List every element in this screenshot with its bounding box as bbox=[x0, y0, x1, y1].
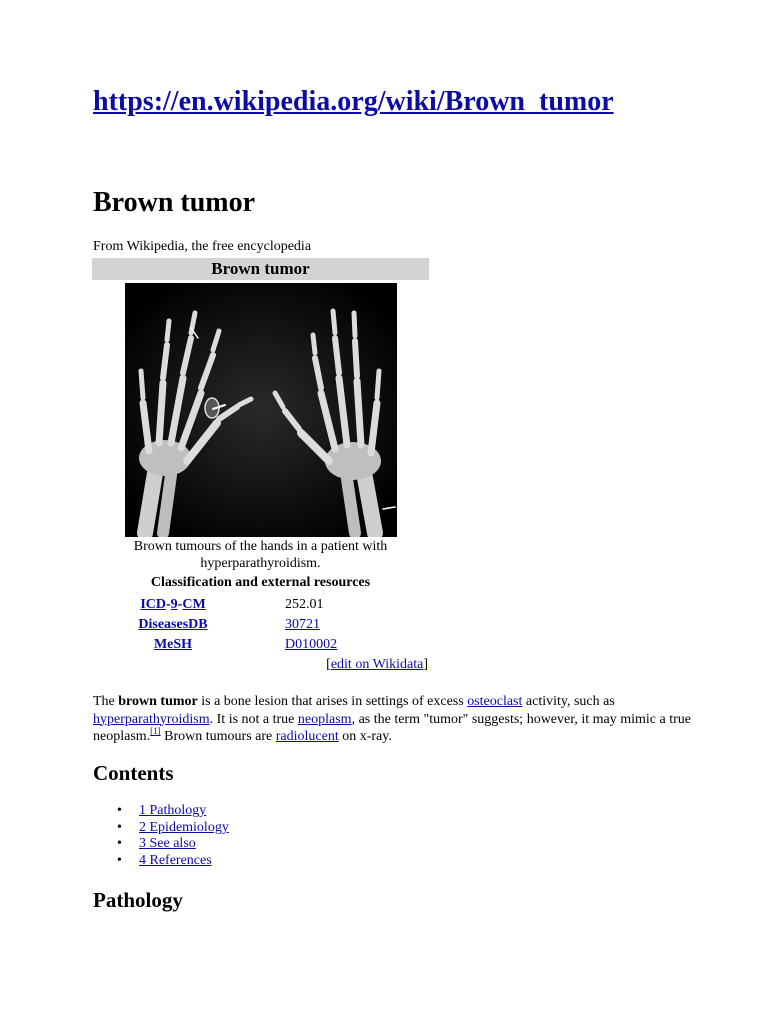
pathology-heading: Pathology bbox=[93, 888, 183, 912]
caption-line: hyperparathyroidism. bbox=[200, 556, 321, 571]
intro-text: is a bone lesion that arises in settings of excess bbox=[197, 694, 468, 709]
icd-label bbox=[92, 597, 254, 613]
toc-item bbox=[93, 853, 229, 870]
hyperparathyroidism-link[interactable]: hyperparathyroidism bbox=[93, 711, 210, 727]
intro-text: . It is not a true bbox=[209, 711, 298, 727]
icd-link[interactable]: ICD bbox=[140, 597, 166, 612]
reference-1-link[interactable]: [1] bbox=[150, 726, 161, 736]
bullet-icon: • bbox=[117, 803, 122, 818]
infobox-row-mesh bbox=[92, 637, 429, 657]
diseasesdb-value bbox=[285, 617, 320, 633]
url-heading[interactable] bbox=[93, 86, 614, 118]
intro-bold-term: brown tumor bbox=[118, 694, 198, 709]
toc-link-references[interactable]: 4 References bbox=[139, 852, 212, 868]
toc-item bbox=[93, 803, 229, 820]
infobox-caption bbox=[92, 538, 429, 572]
mesh-label bbox=[92, 637, 254, 653]
toc-item bbox=[93, 836, 229, 853]
intro-text: activity, such as bbox=[522, 694, 615, 709]
infobox-row-diseasesdb bbox=[92, 617, 429, 637]
diseasesdb-value-link[interactable]: 30721 bbox=[285, 617, 320, 632]
bullet-icon: • bbox=[117, 836, 122, 851]
edit-on-wikidata-link[interactable]: edit on Wikidata bbox=[330, 657, 424, 672]
toc-link-see-also[interactable]: 3 See also bbox=[139, 836, 196, 851]
diseasesdb-label bbox=[92, 617, 254, 633]
xray-hands-illustration bbox=[125, 283, 397, 537]
mesh-value bbox=[285, 637, 337, 653]
intro-text: The bbox=[93, 694, 119, 709]
bullet-icon: • bbox=[117, 819, 122, 835]
radiolucent-link[interactable]: radiolucent bbox=[275, 729, 339, 744]
icd-cm-link[interactable]: CM bbox=[182, 597, 206, 612]
caption-line: Brown tumours of the hands in a patient with bbox=[133, 539, 388, 554]
xray-image bbox=[125, 283, 397, 537]
tagline: From Wikipedia, the free encyclopedia bbox=[93, 239, 312, 254]
mesh-link[interactable]: MeSH bbox=[153, 637, 193, 652]
wikidata-edit bbox=[92, 657, 429, 673]
url-link[interactable]: https://en.wikipedia.org/wiki/Brown_tumor bbox=[93, 86, 614, 117]
infobox-title: Brown tumor bbox=[92, 258, 429, 280]
intro-paragraph bbox=[93, 693, 693, 746]
page-title: Brown tumor bbox=[93, 187, 256, 218]
icd-separator: - bbox=[166, 597, 171, 612]
mesh-value-link[interactable]: D010002 bbox=[285, 637, 338, 652]
table-of-contents bbox=[93, 803, 229, 869]
contents-heading: Contents bbox=[93, 761, 174, 785]
intro-text: Brown tumours are bbox=[160, 729, 276, 744]
intro-text: , as the term "tumor" suggests; however, it may mimic a true neoplasm. bbox=[93, 711, 691, 744]
toc-item bbox=[93, 820, 229, 837]
neoplasm-link[interactable]: neoplasm bbox=[297, 711, 352, 727]
icd-9-link[interactable]: 9 bbox=[170, 597, 178, 612]
classification-heading: Classification and external resources bbox=[150, 575, 371, 590]
icd-separator: - bbox=[177, 597, 183, 612]
osteoclast-link[interactable]: osteoclast bbox=[467, 694, 523, 709]
bullet-icon: • bbox=[117, 852, 122, 868]
bracket: [ bbox=[326, 657, 331, 672]
toc-link-epidemiology[interactable]: 2 Epidemiology bbox=[139, 819, 229, 835]
intro-text: on x-ray. bbox=[338, 729, 392, 744]
bracket: ] bbox=[423, 657, 428, 672]
infobox-row-icd bbox=[92, 597, 429, 617]
diseasesdb-link[interactable]: DiseasesDB bbox=[138, 617, 208, 632]
toc-link-pathology[interactable]: 1 Pathology bbox=[139, 803, 207, 818]
icd-value: 252.01 bbox=[285, 597, 324, 612]
